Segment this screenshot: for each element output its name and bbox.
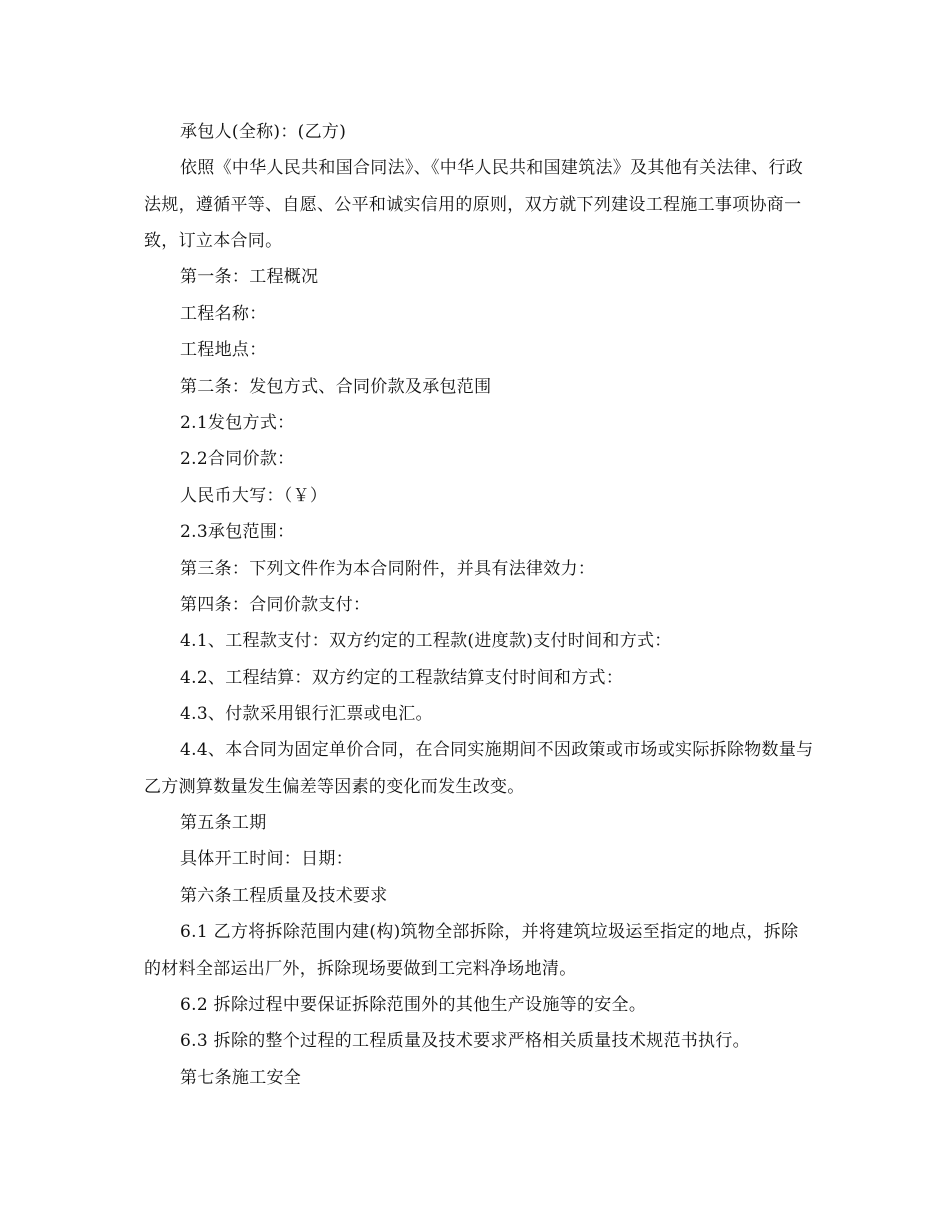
- heading-article-4: 第四条：合同价款支付：: [180, 595, 371, 615]
- paragraph-2-2: 2.2合同价款：: [180, 449, 295, 469]
- paragraph-4-4: 4.4、本合同为固定单价合同，在合同实施期间不因政策或市场或实际拆除物数量与乙方测算数量发生偏差等因素的变化而发生改变。: [144, 740, 814, 797]
- heading-article-6: 第六条工程质量及技术要求: [180, 886, 388, 906]
- paragraph-preamble: 依照《中华人民共和国合同法》、《中华人民共和国建筑法》及其他有关法律、行政法规，遵循平等、自愿、公平和诚实信用的原则，双方就下列建设工程施工事项协商一致，订立本合同。: [144, 158, 804, 251]
- heading-article-5: 第五条工期: [180, 813, 267, 833]
- paragraph-6-2: 6.2 拆除过程中要保证拆除范围外的其他生产设施等的安全。: [180, 995, 647, 1015]
- paragraph-rmb-amount: 人民币大写：（￥）: [180, 486, 328, 506]
- paragraph-2-3: 2.3承包范围：: [180, 522, 295, 542]
- paragraph-6-1: 6.1 乙方将拆除范围内建(构)筑物全部拆除，并将建筑垃圾运至指定的地点，拆除的材料全部运出厂外，拆除现场要做到工完料净场地清。: [144, 922, 799, 979]
- heading-article-3: 第三条：下列文件作为本合同附件，并具有法律效力：: [180, 559, 596, 579]
- paragraph-2-1: 2.1发包方式：: [180, 413, 295, 433]
- paragraph-4-2: 4.2、工程结算：双方约定的工程款结算支付时间和方式：: [180, 668, 624, 688]
- heading-article-7: 第七条施工安全: [180, 1068, 302, 1088]
- heading-article-2: 第二条：发包方式、合同价款及承包范围: [180, 377, 492, 397]
- paragraph-4-3: 4.3、付款采用银行汇票或电汇。: [180, 704, 433, 724]
- paragraph-6-3: 6.3 拆除的整个过程的工程质量及技术要求严格相关质量技术规范书执行。: [180, 1031, 750, 1051]
- paragraph-start-date: 具体开工时间：日期：: [180, 849, 353, 869]
- heading-article-1: 第一条：工程概况: [180, 267, 319, 287]
- paragraph-project-name: 工程名称：: [180, 304, 267, 324]
- paragraph-project-location: 工程地点：: [180, 340, 267, 360]
- paragraph-contractor: 承包人(全称)：(乙方): [180, 122, 347, 142]
- paragraph-4-1: 4.1、工程款支付：双方约定的工程款(进度款)支付时间和方式：: [180, 631, 672, 651]
